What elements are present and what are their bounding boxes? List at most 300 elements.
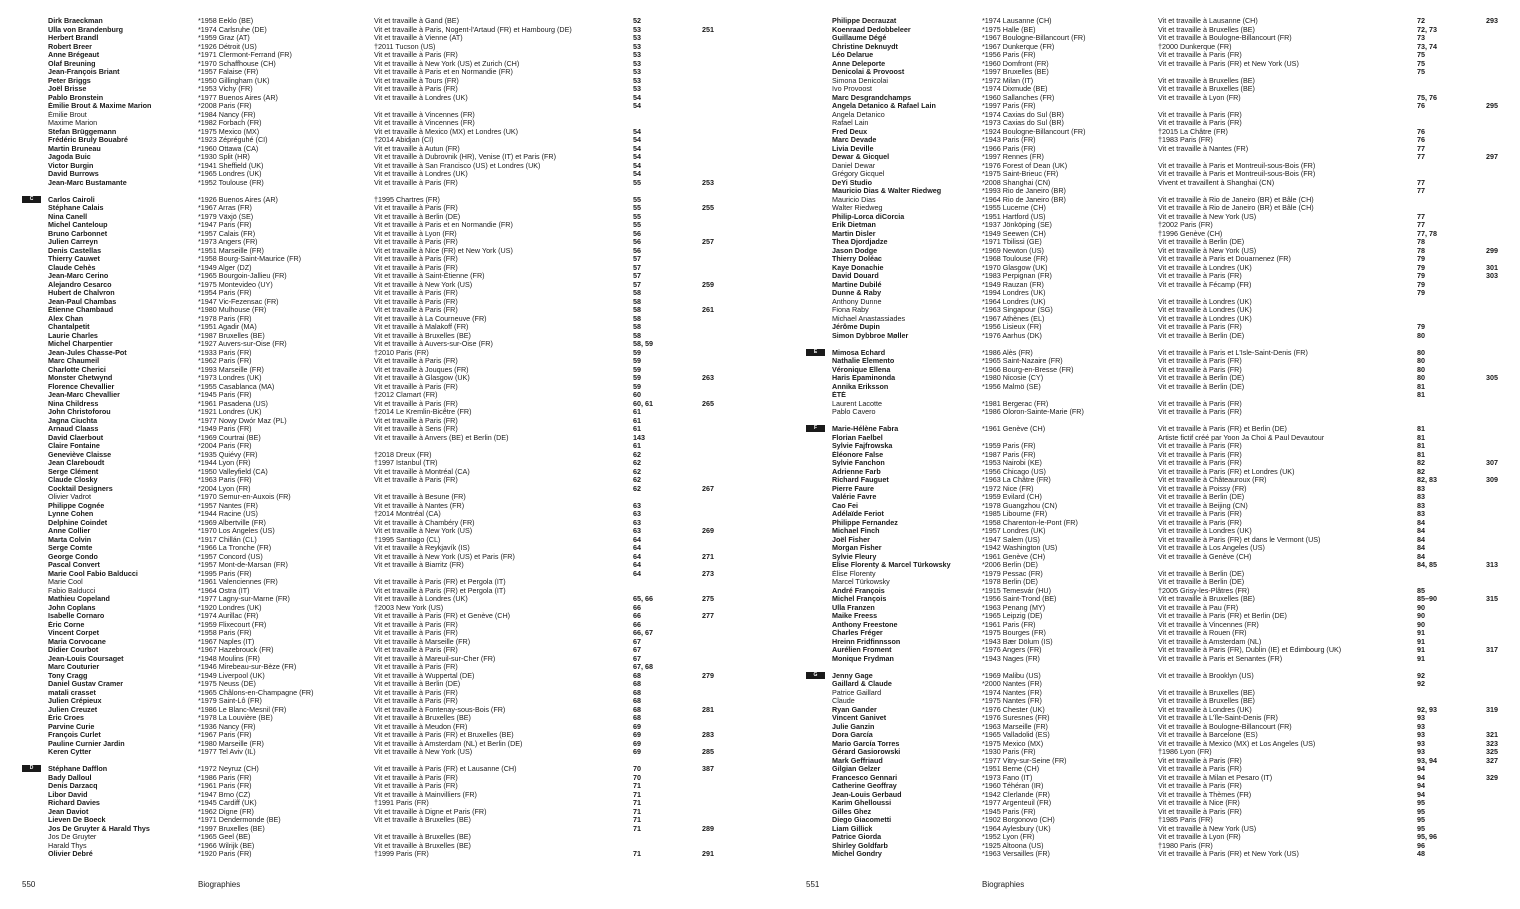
plate-ref: 257 — [702, 238, 714, 246]
birth-info: *1963 Marseille (FR) — [982, 722, 1048, 731]
biography-entry — [22, 68, 762, 77]
birth-info: *1974 Aurillac (FR) — [198, 612, 259, 620]
plate-ref: 321 — [1486, 731, 1498, 739]
page-ref: 54 — [633, 161, 641, 170]
artist-name: Pablo Bronstein — [48, 93, 104, 102]
plate-ref: 293 — [1486, 17, 1498, 25]
biography-entry — [22, 536, 762, 545]
artist-name: Laurent Lacotte — [832, 399, 882, 408]
birth-info: *1953 Vichy (FR) — [198, 85, 253, 93]
page-ref: 58 — [633, 331, 641, 340]
birth-info: *1986 Le Blanc-Mesnil (FR) — [198, 705, 287, 714]
residence-info: Vit et travaille à Boulogne-Billancourt (FR) — [1158, 722, 1292, 731]
page-ref: 79 — [1417, 255, 1425, 263]
birth-info: *1960 Domfront (FR) — [982, 59, 1049, 68]
biography-entry — [22, 170, 762, 179]
residence-info: Vit et travaille à Paris (FR) et Bruxelles (BE) — [374, 731, 514, 739]
artist-name: Jérôme Dupin — [832, 323, 880, 331]
biography-entry — [22, 60, 762, 69]
artist-name: Denis Darzacq — [48, 782, 98, 790]
page-ref: 62 — [633, 484, 641, 493]
residence-info: Vit et travaille à Paris (FR) — [374, 255, 458, 263]
artist-name: Livia Deville — [832, 144, 874, 153]
residence-info: Vit et travaille à Berlin (DE) — [1158, 578, 1245, 586]
page-ref: 53 — [633, 51, 641, 59]
biography-entry — [22, 400, 762, 409]
biography-entry — [806, 689, 1520, 698]
artist-name: John Coplans — [48, 603, 96, 612]
birth-info: *1962 Digne (FR) — [198, 807, 254, 816]
birth-info: *1976 Angers (FR) — [982, 646, 1042, 654]
residence-info: Vit et travaille à Londres (UK) — [1158, 527, 1252, 535]
artist-name: Philippe Fernandez — [832, 518, 898, 527]
residence-info: Vit et travaille à Paris (FR) — [1158, 110, 1242, 119]
biography-entry — [22, 255, 762, 264]
page-ref: 54 — [633, 170, 641, 178]
birth-info: *1951 Hartford (US) — [982, 212, 1046, 221]
biography-entry — [22, 204, 762, 213]
birth-info: *1950 Valleyfield (CA) — [198, 467, 268, 476]
artist-name: Vincent Ganivet — [832, 714, 887, 722]
biography-entry — [22, 349, 762, 358]
artist-name: Marc Couturier — [48, 663, 100, 671]
artist-name: Léo Delarue — [832, 51, 874, 59]
biography-entry — [806, 128, 1520, 137]
residence-info: Vit et travaille à Paris (FR) — [374, 204, 458, 212]
biography-entry — [806, 842, 1520, 851]
biography-entry — [22, 833, 762, 842]
birth-info: *1971 Tbilissi (GE) — [982, 238, 1042, 246]
birth-info: *1956 Saint-Trond (BE) — [982, 595, 1057, 603]
artist-name: Stefan Brüggemann — [48, 127, 117, 136]
page-ref: 79 — [1417, 323, 1425, 331]
biography-entry — [806, 34, 1520, 43]
artist-name: Claire Fontaine — [48, 442, 100, 450]
birth-info: *1947 Vic-Fezensac (FR) — [198, 297, 279, 306]
birth-info: *1958 Charenton-le-Pont (FR) — [982, 518, 1078, 527]
residence-info: Vit et travaille à Paris (FR) — [374, 620, 458, 629]
residence-info: Vit et travaille à Vienne (AT) — [374, 34, 463, 42]
page-ref: 77 — [1417, 144, 1425, 153]
birth-info: *1975 Mexico (MX) — [982, 739, 1044, 748]
artist-name: Pablo Cavero — [832, 408, 876, 416]
artist-name: Karim Ghelloussi — [832, 799, 892, 807]
artist-name: Julien Carreyn — [48, 238, 98, 246]
section-letter: E — [806, 349, 825, 356]
page-ref: 84 — [1417, 544, 1425, 552]
plate-ref: 309 — [1486, 476, 1498, 484]
page-ref: 84, 85 — [1417, 561, 1437, 569]
biography-entry — [22, 842, 762, 851]
page-ref: 77 — [1417, 187, 1425, 195]
residence-info: Vit et travaille à New York (US) — [1158, 824, 1257, 833]
birth-info: *1946 Mirebeau-sur-Bèze (FR) — [198, 663, 297, 671]
residence-info: Vit et travaille à Milan et Pesaro (IT) — [1158, 773, 1273, 782]
artist-name: David Douard — [832, 272, 879, 280]
birth-info: *1961 Genève (CH) — [982, 425, 1046, 433]
plate-ref: 301 — [1486, 263, 1498, 272]
residence-info: Vit et travaille à Fontenay-sous-Bois (FR) — [374, 705, 506, 714]
residence-info: †2000 Dunkerque (FR) — [1158, 42, 1232, 51]
residence-info: Vit et travaille à Paris (FR) et Pergola (IT) — [374, 586, 506, 595]
page-ref: 71 — [633, 782, 641, 790]
artist-name: Élise Florenty — [832, 569, 876, 578]
birth-info: *1949 Liverpool (UK) — [198, 671, 265, 680]
artist-name: Elise Florenty & Marcel Türkowsky — [832, 561, 951, 569]
biography-entry — [806, 825, 1520, 834]
biography-entry — [22, 451, 762, 460]
birth-info: *1987 Paris (FR) — [982, 450, 1036, 459]
biography-entry — [22, 315, 762, 324]
birth-info: *1974 Caxias do Sul (BR) — [982, 110, 1064, 119]
residence-info: Vit et travaille à Paris (FR) — [374, 382, 458, 391]
page-ref: 54 — [633, 153, 641, 161]
residence-info: Vivent et travaillent à Shanghai (CN) — [1158, 178, 1275, 187]
biography-entry — [22, 689, 762, 698]
residence-info: Vit et travaille à Bruxelles (BE) — [374, 841, 471, 850]
page-number: 550 — [22, 880, 36, 889]
residence-info: †2014 Le Kremlin-Bicêtre (FR) — [374, 408, 472, 416]
biography-entry — [806, 119, 1520, 128]
page-ref: 60 — [633, 391, 641, 399]
artist-name: Harald Thys — [48, 841, 87, 850]
birth-info: *1965 Châlons-en-Champagne (FR) — [198, 688, 314, 697]
artist-name: Julien Crépieux — [48, 697, 102, 705]
biography-entry — [22, 332, 762, 341]
page-ref: 64 — [633, 544, 641, 552]
artist-name: Jos De Gruyter & Harald Thys — [48, 824, 150, 833]
biography-entry — [806, 612, 1520, 621]
plate-ref: 327 — [1486, 756, 1498, 765]
plate-ref: 303 — [1486, 272, 1498, 280]
artist-name: Lieven De Boeck — [48, 816, 106, 824]
residence-info: Vit et travaille à New York (US) — [1158, 212, 1257, 221]
artist-name: Marc Desgrandchamps — [832, 93, 912, 102]
residence-info: †1996 Genève (CH) — [1158, 229, 1223, 238]
birth-info: *1965 Bourgoin-Jallieu (FR) — [198, 272, 287, 280]
biography-entry — [22, 298, 762, 307]
biography-entry — [806, 587, 1520, 596]
biography-entry — [806, 357, 1520, 366]
birth-info: *1930 Split (HR) — [198, 153, 250, 161]
residence-info: Vit et travaille à Paris (FR) — [1158, 765, 1242, 773]
artist-name: Victor Burgin — [48, 161, 94, 170]
biography-entry — [806, 213, 1520, 222]
artist-name: Arnaud Claass — [48, 425, 99, 433]
birth-info: *1964 Rio de Janeiro (BR) — [982, 195, 1066, 204]
page-ref: 58, 59 — [633, 340, 653, 348]
artist-name: Thierry Doléac — [832, 255, 882, 263]
residence-info: Vit et travaille à Reykjavík (IS) — [374, 544, 470, 552]
birth-info: *1949 Rauzan (FR) — [982, 280, 1044, 289]
residence-info: Vit et travaille à Berlin (DE) — [1158, 374, 1245, 382]
page-ref: 69 — [633, 748, 641, 756]
birth-info: *1937 Jönköping (SE) — [982, 221, 1052, 229]
residence-info: Vit et travaille à Berlin (DE) — [374, 680, 461, 688]
residence-info: †2012 Clamart (FR) — [374, 391, 438, 399]
biography-entry — [806, 442, 1520, 451]
birth-info: *1978 La Louvière (BE) — [198, 714, 273, 722]
section-letter: C — [22, 196, 41, 203]
birth-info: *1994 Londres (UK) — [982, 289, 1046, 297]
page-ref: 93 — [1417, 731, 1425, 739]
residence-info: Vit et travaille à Paris (FR) et Genève (CH) — [374, 612, 511, 620]
page-ref: 59 — [633, 348, 641, 357]
artist-name: Dunne & Raby — [832, 289, 882, 297]
birth-info: *1948 Moulins (FR) — [198, 654, 260, 663]
artist-name: Morgan Fisher — [832, 544, 882, 552]
artist-name: Daniel Dewar — [832, 161, 876, 170]
birth-info: *1958 Bourg-Saint-Maurice (FR) — [198, 255, 302, 263]
birth-info: *2008 Paris (FR) — [198, 102, 252, 110]
page-ref: 54 — [633, 102, 641, 110]
biography-entry — [806, 740, 1520, 749]
artist-name: Marie Cool Fabio Balducci — [48, 569, 138, 578]
residence-info: Vit et travaille à New York (US) et Paris (FR) — [374, 552, 515, 561]
artist-name: Julie Ganzin — [832, 722, 875, 731]
page-ref: 71 — [633, 816, 641, 824]
birth-info: *1963 Paris (FR) — [198, 476, 252, 484]
artist-name: Lynne Cohen — [48, 510, 94, 518]
artist-name: Denis Castellas — [48, 246, 102, 255]
artist-name: Denicolai & Provoost — [832, 68, 905, 76]
artist-name: Marcel Türkowsky — [832, 578, 890, 586]
artist-name: Fiona Raby — [832, 306, 869, 314]
page-ref: 77, 78 — [1417, 229, 1437, 238]
page-ref: 75 — [1417, 51, 1425, 59]
biography-entry — [22, 740, 762, 749]
biography-entry — [806, 366, 1520, 375]
biography-entry — [22, 408, 762, 417]
plate-ref: 313 — [1486, 561, 1498, 569]
biography-entry — [806, 383, 1520, 392]
residence-info: Vit et travaille à Biarritz (FR) — [374, 561, 464, 569]
biography-entry — [22, 94, 762, 103]
page-ref: 58 — [633, 289, 641, 297]
biography-entry — [806, 145, 1520, 154]
artist-name: Christine Deknuydt — [832, 42, 898, 51]
biography-entry — [22, 791, 762, 800]
artist-name: Jean-Paul Chambas — [48, 297, 117, 306]
plate-ref: 265 — [702, 399, 714, 408]
page-ref: 71 — [633, 807, 641, 816]
biography-entry — [22, 765, 762, 774]
birth-info: *1960 Téhéran (IR) — [982, 782, 1044, 790]
artist-name: Angela Detanico & Rafael Lain — [832, 102, 936, 110]
birth-info: *1958 Paris (FR) — [198, 629, 252, 637]
page-ref: 85–90 — [1417, 595, 1437, 603]
artist-name: Sylvie Fleury — [832, 552, 877, 561]
page-ref: 76 — [1417, 136, 1425, 144]
residence-info: Vit et travaille à Bruxelles (BE) — [1158, 76, 1255, 85]
page-ref: 73 — [1417, 34, 1425, 42]
birth-info: *1935 Quiévy (FR) — [198, 450, 258, 459]
page-ref: 78 — [1417, 246, 1425, 255]
residence-info: Vit et travaille à Mainvilliers (FR) — [374, 790, 477, 799]
page-ref: 55 — [633, 212, 641, 221]
residence-info: Vit et travaille à Paris (FR) — [374, 663, 458, 671]
residence-info: †2018 Dreux (FR) — [374, 450, 432, 459]
artist-name: Martin Disler — [832, 229, 876, 238]
birth-info: *1963 Singapour (SG) — [982, 306, 1053, 314]
residence-info: Vit et travaille à San Francisco (US) et Londres (UK) — [374, 161, 541, 170]
page-ref: 91 — [1417, 629, 1425, 637]
artist-name: Fabio Balducci — [48, 586, 96, 595]
artist-name: Didier Courbot — [48, 646, 99, 654]
artist-name: Nina Canell — [48, 212, 88, 221]
page-ref: 82 — [1417, 467, 1425, 476]
biography-entry — [806, 697, 1520, 706]
artist-name: Monique Frydman — [832, 654, 894, 663]
biography-entry — [806, 306, 1520, 315]
plate-ref: 387 — [702, 765, 714, 773]
biography-entry — [806, 400, 1520, 409]
residence-info: Vit et travaille à Vincennes (FR) — [374, 110, 475, 119]
biography-entry — [22, 366, 762, 375]
residence-info: Vit et travaille à Poissy (FR) — [1158, 484, 1247, 493]
birth-info: *1986 Paris (FR) — [198, 773, 252, 782]
page-ref: 80 — [1417, 365, 1425, 374]
page-ref: 55 — [633, 204, 641, 212]
birth-info: *1972 Nice (FR) — [982, 484, 1034, 493]
biography-entry — [22, 816, 762, 825]
biography-entry — [806, 714, 1520, 723]
residence-info: Vit et travaille à Paris (FR) — [1158, 807, 1242, 816]
birth-info: *1955 Lucerne (CH) — [982, 204, 1046, 212]
plate-ref: 255 — [702, 204, 714, 212]
page-ref: 93 — [1417, 739, 1425, 748]
residence-info: Vit et travaille à L'Île-Saint-Denis (FR) — [1158, 714, 1278, 722]
birth-info: *1967 Paris (FR) — [198, 731, 252, 739]
artist-name: DeYi Studio — [832, 178, 873, 187]
artist-name: Erik Dietman — [832, 221, 876, 229]
artist-name: Rafael Lain — [832, 119, 869, 127]
page-ref: 67 — [633, 637, 641, 646]
residence-info: Vit et travaille à Jouques (FR) — [374, 365, 469, 374]
birth-info: *1980 Mulhouse (FR) — [198, 306, 267, 314]
birth-info: *1980 Nicosie (CY) — [982, 374, 1044, 382]
biography-entry — [806, 510, 1520, 519]
birth-info: *1926 Buenos Aires (AR) — [198, 195, 278, 204]
birth-info: *1997 Bruxelles (BE) — [198, 824, 265, 833]
biography-entry — [22, 323, 762, 332]
artist-name: Anthony Freestone — [832, 620, 898, 629]
birth-info: *1970 Glasgow (UK) — [982, 263, 1048, 272]
running-title: Biographies — [198, 880, 241, 889]
biography-entry — [22, 663, 762, 672]
page-ref: 62 — [633, 459, 641, 467]
birth-info: *1966 Wilrijk (BE) — [198, 841, 255, 850]
section-letter: F — [806, 425, 825, 432]
page-ref: 63 — [633, 518, 641, 527]
residence-info: Vit et travaille à Paris (FR) — [1158, 459, 1242, 467]
biography-entry — [22, 672, 762, 681]
residence-info: Vit et travaille à Paris (FR) et Pergola (IT) — [374, 578, 506, 586]
page-ref: 57 — [633, 255, 641, 263]
page-ref: 59 — [633, 357, 641, 365]
page-ref: 92 — [1417, 671, 1425, 680]
residence-info: Vit et travaille à Meudon (FR) — [374, 722, 468, 731]
residence-info: Vit et travaille à Bruxelles (BE) — [1158, 85, 1255, 93]
birth-info: *1987 Bruxelles (BE) — [198, 331, 265, 340]
residence-info: Vit et travaille à Rio de Janeiro (BR) et Bâle (CH) — [1158, 204, 1314, 212]
artist-name: Richard Fauguet — [832, 476, 889, 484]
birth-info: *1949 Alger (DZ) — [198, 263, 252, 272]
birth-info: *1976 Aarhus (DK) — [982, 331, 1042, 340]
biography-entry — [806, 323, 1520, 332]
artist-name: Jean-François Briant — [48, 68, 120, 76]
biography-entry — [806, 196, 1520, 205]
artist-name: Philippe Cognée — [48, 501, 105, 510]
page-ref: 79 — [1417, 280, 1425, 289]
biography-entry — [806, 170, 1520, 179]
biography-entry — [806, 204, 1520, 213]
artist-name: Stéphane Calais — [48, 204, 104, 212]
artist-name: Fred Deux — [832, 127, 868, 136]
biography-entry — [806, 468, 1520, 477]
birth-info: *1957 Nantes (FR) — [198, 501, 258, 510]
biography-entry — [22, 111, 762, 120]
section-letter: D — [22, 765, 41, 772]
biography-entry — [806, 595, 1520, 604]
biography-entry — [22, 714, 762, 723]
biography-entry — [22, 26, 762, 35]
page-ref: 90 — [1417, 612, 1425, 620]
birth-info: *1965 Londres (UK) — [198, 170, 262, 178]
birth-info: *2004 Lyon (FR) — [198, 484, 251, 493]
page-ref: 56 — [633, 238, 641, 246]
page-ref: 81 — [1417, 433, 1425, 442]
page-ref: 67 — [633, 646, 641, 654]
artist-name: Peter Briggs — [48, 76, 91, 85]
page-ref: 55 — [633, 195, 641, 204]
artist-name: Charlotte Cherici — [48, 365, 106, 374]
birth-info: *1947 Salem (US) — [982, 535, 1040, 544]
birth-info: *1958 Eeklo (BE) — [198, 17, 254, 25]
page-ref: 77 — [1417, 178, 1425, 187]
page-ref: 55 — [633, 221, 641, 229]
artist-name: Dora García — [832, 731, 873, 739]
page-number: 551 — [806, 880, 820, 889]
biography-entry — [806, 264, 1520, 273]
birth-info: *1977 Tel Aviv (IL) — [198, 748, 256, 756]
artist-name: André François — [832, 586, 885, 595]
birth-info: *1977 Nowy Dwór Maz (PL) — [198, 416, 287, 425]
biography-entry — [806, 757, 1520, 766]
birth-info: *1973 Caxias do Sul (BR) — [982, 119, 1064, 127]
page-ref: 81 — [1417, 450, 1425, 459]
artist-name: Florian Faelbel — [832, 433, 883, 442]
page-ref: 90 — [1417, 603, 1425, 612]
page-ref: 81 — [1417, 391, 1425, 399]
artist-name: Véronique Ellena — [832, 365, 891, 374]
page-ref: 91 — [1417, 646, 1425, 654]
birth-info: *1966 Paris (FR) — [982, 144, 1036, 153]
plate-ref: 307 — [1486, 459, 1498, 467]
birth-info: *1974 Lausanne (CH) — [982, 17, 1052, 25]
birth-info: *1981 Bergerac (FR) — [982, 399, 1049, 408]
birth-info: *1969 Courtrai (BE) — [198, 433, 261, 442]
biography-entry — [22, 570, 762, 579]
residence-info: Vit et travaille à Londres (UK) — [1158, 306, 1252, 314]
biography-entry — [806, 748, 1520, 757]
birth-info: *1956 Malmö (SE) — [982, 382, 1041, 391]
biography-entry — [22, 383, 762, 392]
page-ref: 72, 73 — [1417, 25, 1437, 34]
page-ref: 66, 67 — [633, 629, 653, 637]
residence-info: Vit et travaille à Paris, Nogent-l'Artaud (FR) et Hambourg (DE) — [374, 25, 572, 34]
artist-name: Richard Davies — [48, 799, 100, 807]
